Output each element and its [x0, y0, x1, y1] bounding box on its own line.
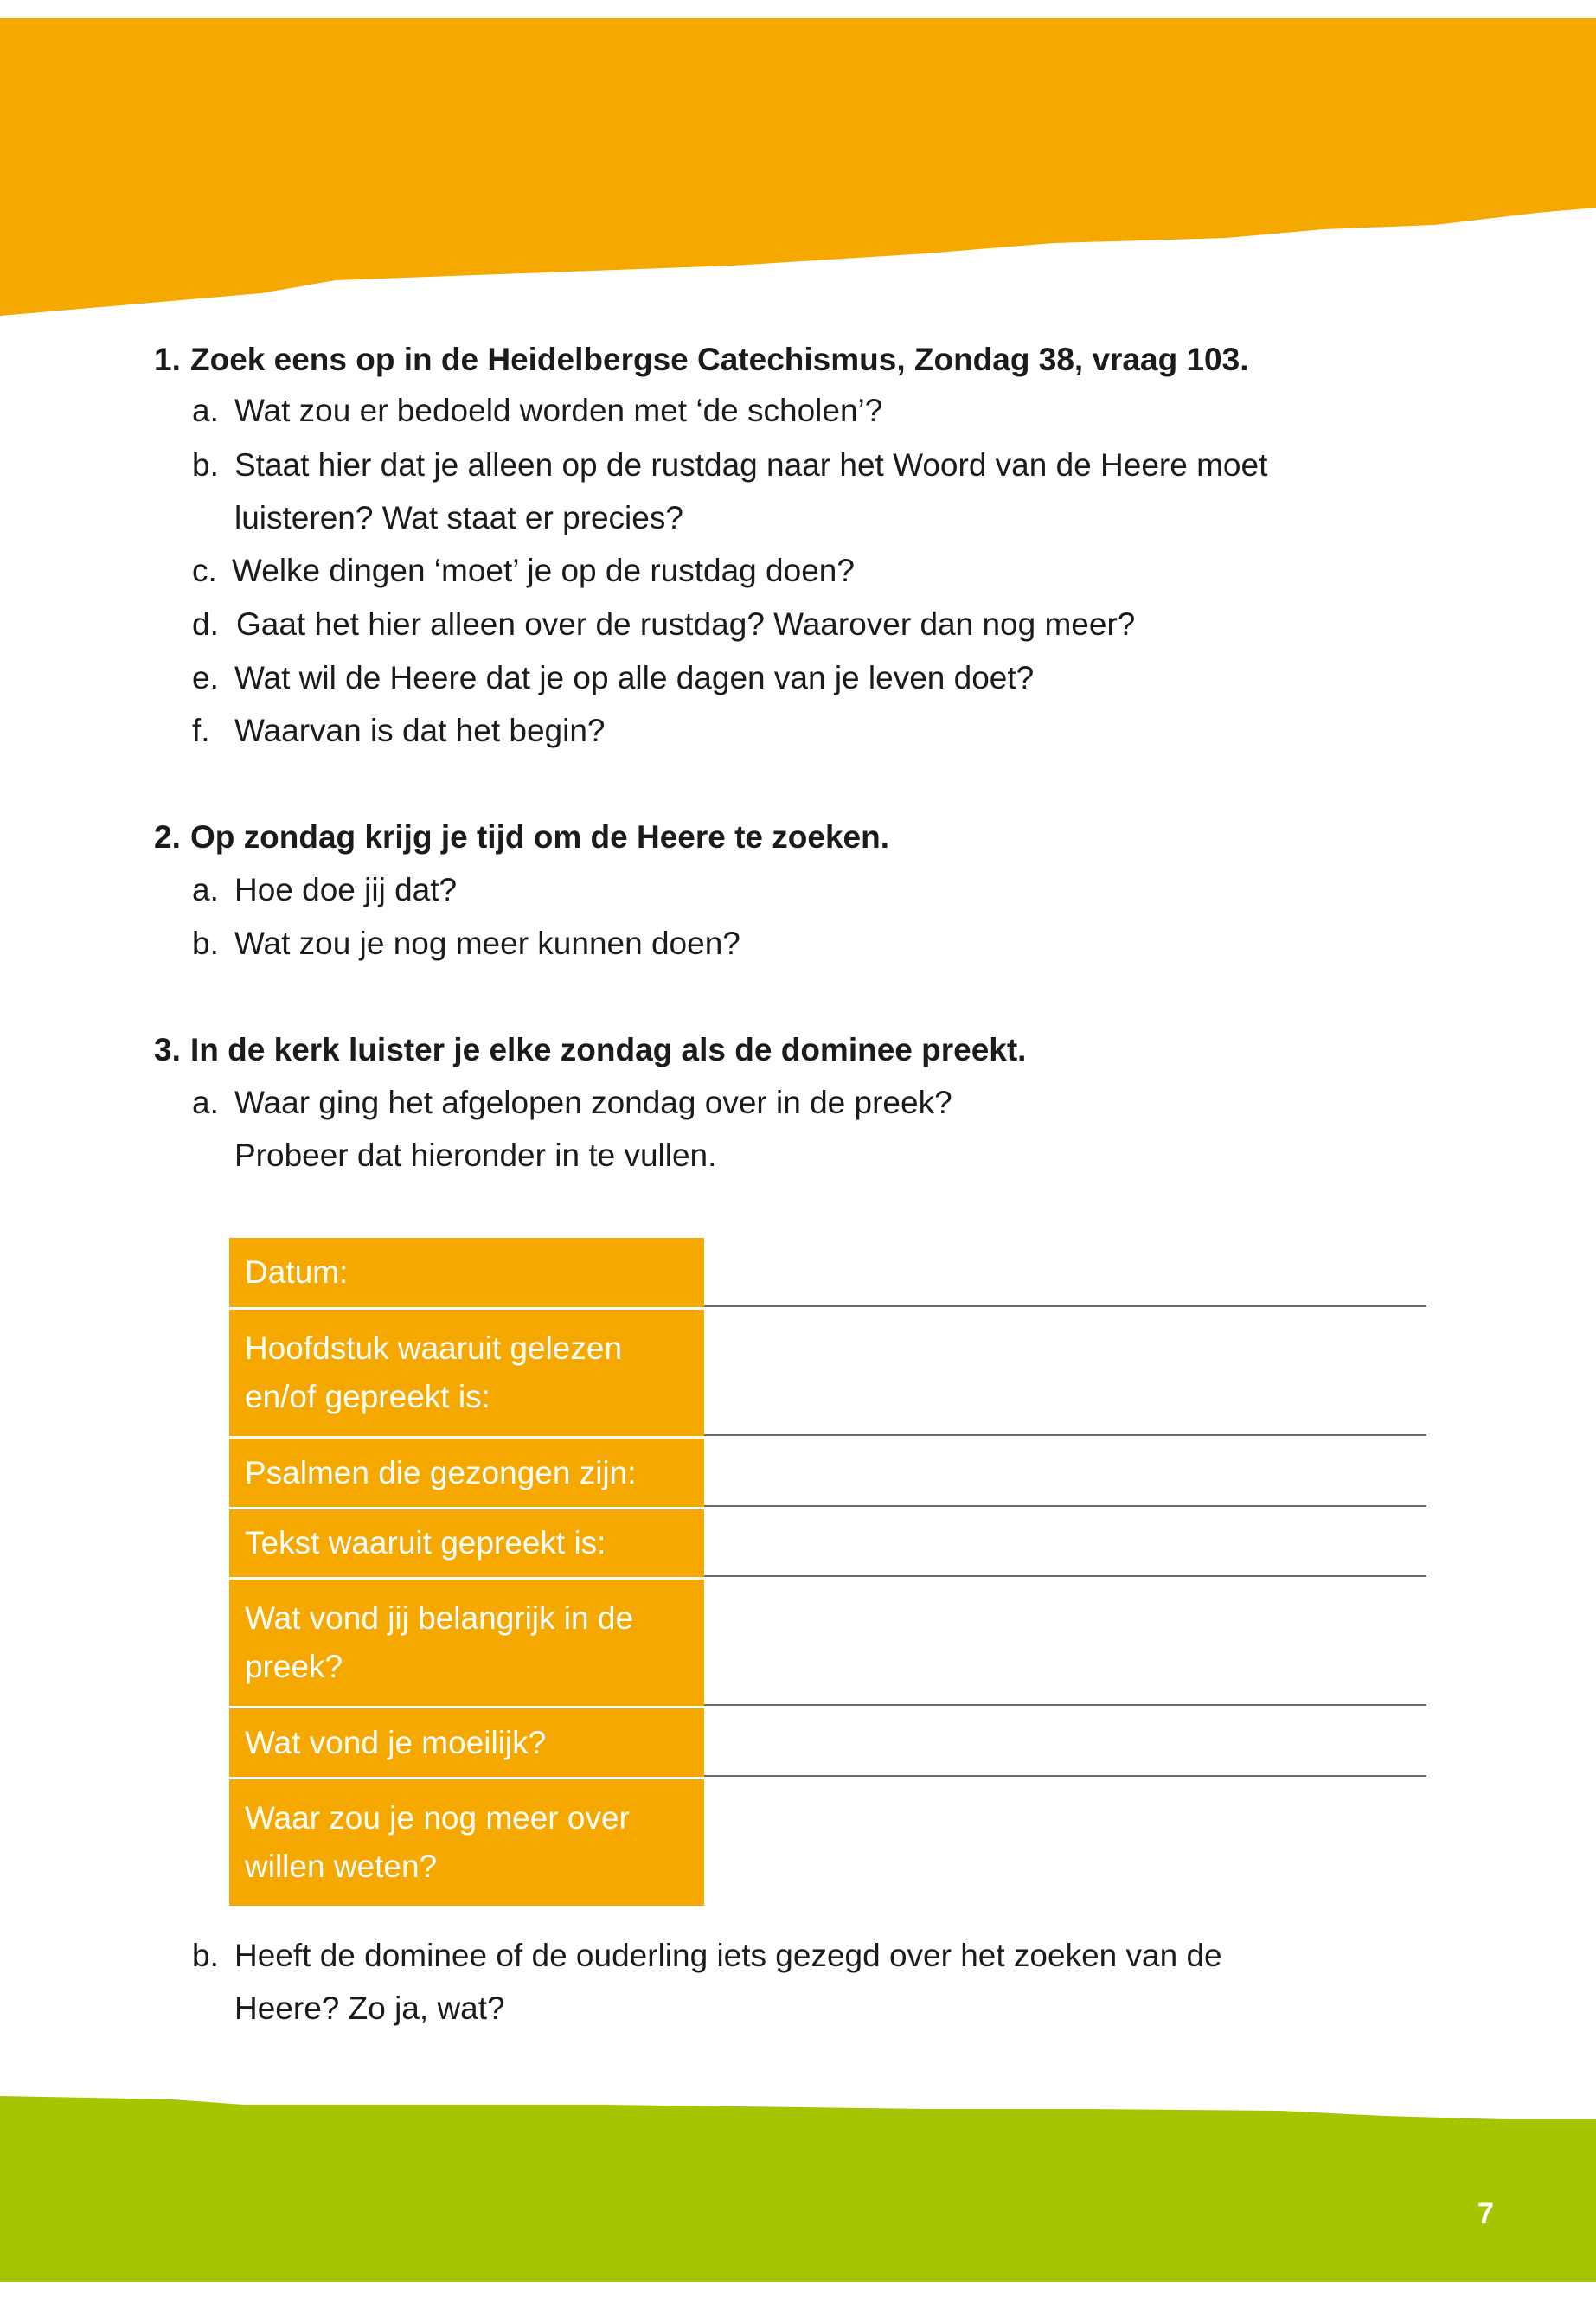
q1-b-text-2: luisteren? Wat staat er precies? — [234, 500, 683, 535]
sermon-notes-table — [229, 1238, 1426, 1906]
q3-a-text: Waar ging het afgelopen zondag over in de preek? — [234, 1085, 952, 1120]
row-label: Waar zou je nog meer over willen weten? — [229, 1777, 704, 1906]
row-label: Hoofdstuk waaruit gelezen en/of gepreekt is: — [229, 1307, 704, 1436]
q2-a-letter: a. — [192, 872, 219, 907]
table-row-belangrijk — [229, 1577, 1426, 1706]
q3-b-text-2: Heere? Zo ja, wat? — [234, 1990, 505, 2026]
page-number: 7 — [1477, 2197, 1494, 2230]
row-label: Datum: — [229, 1238, 704, 1307]
table-row-meer-weten — [229, 1777, 1426, 1906]
q1-c-text: Welke dingen ‘moet’ je op de rustdag doen? — [232, 553, 855, 588]
row-label: Wat vond je moeilijk? — [229, 1706, 704, 1777]
q3-b-text: Heeft de dominee of de ouderling iets gezegd over het zoeken van de — [234, 1938, 1222, 1973]
q3-a-text-2: Probeer dat hieronder in te vullen. — [234, 1138, 717, 1173]
question-1-number: 1. — [154, 342, 181, 377]
q1-a-text: Wat zou er bedoeld worden met ‘de scholen’? — [234, 393, 883, 428]
table-row-tekst — [229, 1507, 1426, 1577]
answer-area[interactable] — [704, 1777, 1426, 1906]
answer-line[interactable] — [704, 1577, 1426, 1706]
table-row-psalmen — [229, 1436, 1426, 1507]
q1-d-letter: d. — [192, 606, 219, 642]
question-1-title: Zoek eens op in de Heidelbergse Catechismus, Zondag 38, vraag 103. — [190, 342, 1249, 377]
table-row-hoofdstuk — [229, 1307, 1426, 1436]
q1-a-letter: a. — [192, 393, 219, 428]
q1-b-text: Staat hier dat je alleen op de rustdag naar het Woord van de Heere moet — [234, 447, 1268, 483]
answer-line[interactable] — [704, 1436, 1426, 1507]
answer-line[interactable] — [704, 1238, 1426, 1307]
q1-e-letter: e. — [192, 660, 219, 695]
question-2-number: 2. — [154, 819, 181, 855]
answer-line[interactable] — [704, 1706, 1426, 1777]
answer-line[interactable] — [704, 1307, 1426, 1436]
q1-e-text: Wat wil de Heere dat je op alle dagen van je leven doet? — [234, 660, 1035, 695]
q1-c-letter: c. — [192, 553, 217, 588]
q1-b-letter: b. — [192, 447, 219, 483]
q1-d-text: Gaat het hier alleen over de rustdag? Waarover dan nog meer? — [236, 606, 1136, 642]
question-2-title: Op zondag krijg je tijd om de Heere te zoeken. — [190, 819, 890, 855]
q1-f-letter: f. — [192, 713, 210, 748]
q2-b-text: Wat zou je nog meer kunnen doen? — [234, 926, 740, 961]
row-label: Psalmen die gezongen zijn: — [229, 1436, 704, 1507]
question-3-number: 3. — [154, 1032, 181, 1067]
answer-line[interactable] — [704, 1507, 1426, 1577]
question-3-title: In de kerk luister je elke zondag als de dominee preekt. — [190, 1032, 1027, 1067]
q1-f-text: Waarvan is dat het begin? — [234, 713, 606, 748]
row-label: Tekst waaruit gepreekt is: — [229, 1507, 704, 1577]
table-row-datum — [229, 1238, 1426, 1307]
table-row-moeilijk — [229, 1706, 1426, 1777]
q2-a-text: Hoe doe jij dat? — [234, 872, 458, 907]
q2-b-letter: b. — [192, 926, 219, 961]
row-label: Wat vond jij belangrijk in de preek? — [229, 1577, 704, 1706]
q3-b-letter: b. — [192, 1938, 219, 1973]
q3-a-letter: a. — [192, 1085, 219, 1120]
